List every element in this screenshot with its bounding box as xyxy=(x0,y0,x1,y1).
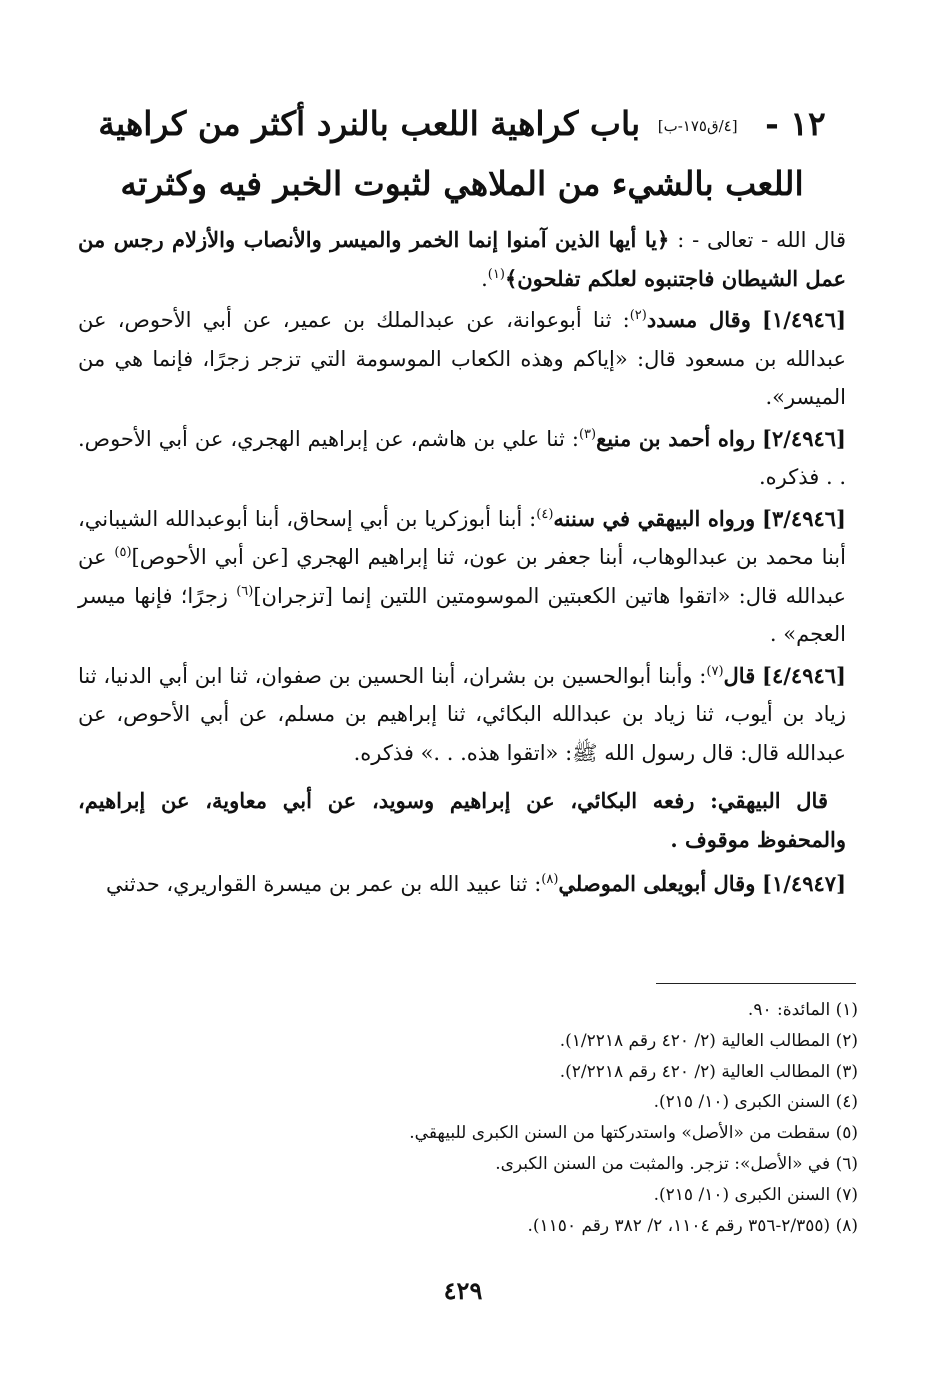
footnotes xyxy=(78,995,858,1241)
narrator-name: وقال أبويعلى الموصلي xyxy=(558,871,756,896)
intro-tail: . xyxy=(481,266,488,291)
entry-text: : أبنا أبوزكريا بن أبي إسحاق، أبنا أبوعبدالله الشيباني، أبنا محمد بن عبدالوهاب، أبنا جعفر بن عون، ثنا إبراهيم الهجري [عن أبي الأحوص] xyxy=(78,506,846,569)
intro-paragraph xyxy=(78,221,846,298)
chapter-title-line1: باب كراهية اللعب بالنرد أكثر من كراهية xyxy=(98,104,641,143)
footnote-marker: (٤) xyxy=(536,506,554,522)
entry-ref: [٤/٤٩٤٦] xyxy=(762,662,846,688)
entry-text: : وأبنا أبوالحسين بن بشران، أبنا الحسين بن صفوان، ثنا ابن أبي الدنيا، ثنا زياد بن أيوب، ثنا زياد بن عبدالله البكائي، ثنا إبراهيم بن مسلم، عن أبي الأحوص، عن عبدالله قال: قال رسول الله ﷺ: «اتقوا هذه. . .» فذكره. xyxy=(78,663,846,765)
entry-text: : ثنا علي بن هاشم، عن إبراهيم الهجري، عن أبي الأحوص. . . فذكره. xyxy=(78,426,846,489)
entry-ref: [٣/٤٩٤٦] xyxy=(762,505,846,531)
intro-lead: قال الله - تعالى - : xyxy=(677,228,846,252)
entry-text: : ثنا أبوعوانة، عن عبدالملك بن عمير، عن أبي الأحوص، عن عبدالله بن مسعود قال: «إياكم وهذه الكعاب الموسومة التي تزجر زجرًا، فإنما هي من الميسر». xyxy=(78,308,846,409)
chapter-title-line2: اللعب بالشيء من الملاهي لثبوت الخبر فيه وكثرته xyxy=(120,164,804,203)
hadith-entry xyxy=(78,420,846,497)
footnote-item: (٨) (٢/٣٥٥-٣٥٦ رقم ١١٠٤، ٢/ ٣٨٢ رقم ١١٥٠). xyxy=(527,1215,858,1236)
narrator-name: وقال مسدد xyxy=(646,307,751,332)
footnote-item: (٤) السنن الكبرى (١٠/ ٢١٥). xyxy=(653,1092,858,1113)
footnote-item: (٢) المطالب العالية (٢/ ٤٢٠ رقم ١/٢٢١٨). xyxy=(559,1030,858,1051)
footnote-marker: (٣) xyxy=(578,426,597,442)
footnote-marker: (٧) xyxy=(706,663,724,679)
narrator-name: رواه أحمد بن منيع xyxy=(596,425,756,451)
footnote-marker: (١) xyxy=(487,266,505,282)
entry-text: : ثنا عبيد الله بن عمر بن ميسرة القواريري، حدثني xyxy=(106,872,542,896)
footnote-marker: (٨) xyxy=(541,872,559,887)
footnote-marker: (٦) xyxy=(236,583,254,599)
entry-ref: [١/٤٩٤٧] xyxy=(762,871,846,896)
hadith-entry xyxy=(78,865,846,904)
hadith-entry xyxy=(78,657,846,773)
page-number: ٤٢٩ xyxy=(443,1276,483,1305)
entry-text: عن عبدالله قال: «اتقوا هاتين الكعبتين الموسومتين اللتين إنما [تزجران] xyxy=(78,545,846,608)
entry-ref: [٢/٤٩٤٦] xyxy=(762,425,846,451)
narrator-name: ورواه البيهقي في سننه xyxy=(553,505,756,531)
quran-quote: ﴿يا أيها الذين آمنوا إنما الخمر والميسر والأنصاب والأزلام رجس من عمل الشيطان فاجتنبوه لعلكم تفلحون﴾ xyxy=(78,227,846,291)
manuscript-ref: [٤/ق١٧٥-ب] xyxy=(657,117,738,135)
footnote-item: (١) المائدة: ٩٠. xyxy=(747,1000,858,1020)
footnote-item: (٦) في «الأصل»: تزجر. والمثبت من السنن الكبرى. xyxy=(495,1153,858,1174)
bayhaqi-note: قال البيهقي: رفعه البكائي، عن إبراهيم وسويد، عن أبي معاوية، عن إبراهيم، والمحفوظ موقوف . xyxy=(78,788,846,852)
chapter-number: ١٢ - xyxy=(765,104,826,143)
page-body xyxy=(78,95,846,907)
footnote-item: (٣) المطالب العالية (٢/ ٤٢٠ رقم ٢/٢٢١٨). xyxy=(559,1061,858,1082)
hadith-entry xyxy=(78,301,846,417)
narrator-name: قال xyxy=(723,662,756,688)
chapter-title xyxy=(78,95,846,213)
entry-ref: [١/٤٩٤٦] xyxy=(762,307,846,332)
entry-text: زجرًا؛ فإنها ميسر العجم» . xyxy=(78,583,846,646)
footnote-divider xyxy=(656,983,856,984)
footnote-marker: (٥) xyxy=(114,545,132,560)
footnote-item: (٧) السنن الكبرى (١٠/ ٢١٥). xyxy=(653,1184,858,1205)
hadith-entry xyxy=(78,500,846,654)
footnote-marker: (٢) xyxy=(629,308,647,323)
footnote-item: (٥) سقطت من «الأصل» واستدركتها من السنن الكبرى للبيهقي. xyxy=(409,1123,858,1144)
